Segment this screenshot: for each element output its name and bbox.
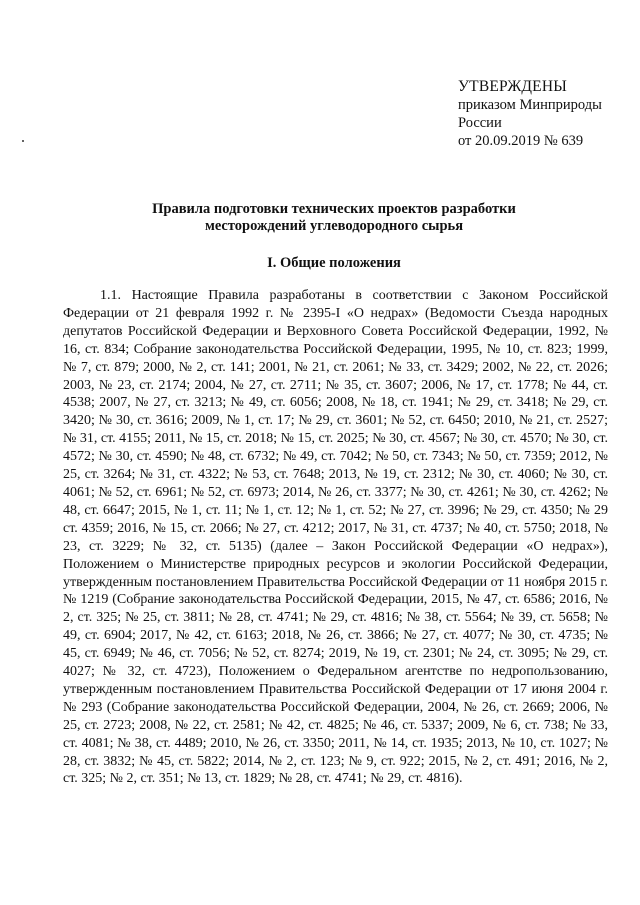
section-title: I. Общие положения bbox=[267, 255, 401, 271]
document-title bbox=[60, 201, 608, 235]
document-title-line-2: месторождений углеводородного сырья bbox=[204, 218, 464, 234]
approval-stamp-block bbox=[458, 78, 628, 150]
paragraph-1-1: 1.1. Настоящие Правила разработаны в соответствии с Законом Российской Федерации от 21 февраля 1992 г. № 2395-I «О недрах» (Ведомости Съезда народных депутатов Российской Федерации и Верховного Совета Российской Федерации, 1992, № 16, ст. 834; Собрание законодательства Российской Федерации, 1995, № 10, ст. 823; 1999, № 7, ст. 879; 2000, № 2, ст. 141; 2001, № 21, ст. 2061; № 33, ст. 3429; 2002, № 22, ст. 2026; 2003, № 23, ст. 2174; 2004, № 27, ст. 2711; № 35, ст. 3607; 2006, № 17, ст. 1778; № 44, ст. 4538; 2007, № 27, ст. 3213; № 49, ст. 6056; 2008, № 18, ст. 1941; № 29, ст. 3418; № 29, ст. 3420; № 30, ст. 3616; 2009, № 1, ст. 17; № 29, ст. 3601; № 52, ст. 6450; 2010, № 21, ст. 2527; № 31, ст. 4155; 2011, № 15, ст. 2018; № 15, ст. 2025; № 30, ст. 4567; № 30, ст. 4570; № 30, ст. 4572; № 30, ст. 4590; № 48, ст. 6732; № 49, ст. 7042; № 50, ст. 7343; № 50, ст. 7359; 2012, № 25, ст. 3264; № 31, ст. 4322; № 53, ст. 7648; 2013, № 19, ст. 2312; № 30, ст. 4060; № 30, ст. 4061; № 52, ст. 6961; № 52, ст. 6973; 2014, № 26, ст. 3377; № 30, ст. 4261; № 30, ст. 4262; № 48, ст. 6647; 2015, № 1, ст. 11; № 1, ст. 12; № 1, ст. 52; № 27, ст. 3996; № 29, ст. 4350; № 29 ст. 4359; 2016, № 15, ст. 2066; № 27, ст. 4212; 2017, № 31, ст. 4737; № 40, ст. 5750; 2018, № 23, ст. 3229; № 32, ст. 5135) (далее – Закон Российской Федерации «О недрах»), Положением о Министерстве природных ресурсов и экологии Российской Федерации, утвержденным постановлением Правительства Российской Федерации от 11 ноября 2015 г. № 1219 (Собрание законодательства Российской Федерации, 2015, № 47, ст. 6586; 2016, № 2, ст. 325; № 25, ст. 3811; № 28, ст. 4741; № 29, ст. 4816; № 38, ст. 5564; № 39, ст. 5658; № 49, ст. 6904; 2017, № 42, ст. 6163; 2018, № 26, ст. 3866; № 27, ст. 4077; № 30, ст. 4735; № 45, ст. 6949; № 46, ст. 7056; № 52, ст. 8274; 2019, № 19, ст. 2301; № 24, ст. 3095; № 29, ст. 4027; № 32, ст. 4723), Положением о Федеральном агентстве по недропользованию, утвержденным постановлением Правительства Российской Федерации от 17 июня 2004 г. № 293 (Собрание законодательства Российской Федерации, 2004, № 26, ст. 2669; 2006, № 25, ст. 2723; 2008, № 22, ст. 2581; № 42, ст. 4825; № 46, ст. 5337; 2009, № 6, ст. 738; № 33, ст. 4081; № 38, ст. 4489; 2010, № 26, ст. 3350; 2011, № 14, ст. 1935; 2013, № 10, ст. 1027; № 28, ст. 3832; № 45, ст. 5822; 2014, № 2, ст. 123; № 9, ст. 922; 2015, № 2, ст. 491; 2016, № 2, ст. 325; № 2, ст. 351; № 13, ст. 1829; № 28, ст. 4741; № 29, ст. 4816). bbox=[63, 288, 608, 787]
approval-heading: УТВЕРЖДЕНЫ bbox=[458, 78, 567, 95]
approval-line-date: от 20.09.2019 № 639 bbox=[458, 133, 584, 149]
approval-line-order: приказом Минприроды bbox=[458, 97, 602, 113]
document-title-line-1: Правила подготовки технических проектов разработки bbox=[152, 201, 516, 217]
approval-line-country: России bbox=[458, 115, 502, 131]
scan-speck bbox=[22, 140, 24, 142]
